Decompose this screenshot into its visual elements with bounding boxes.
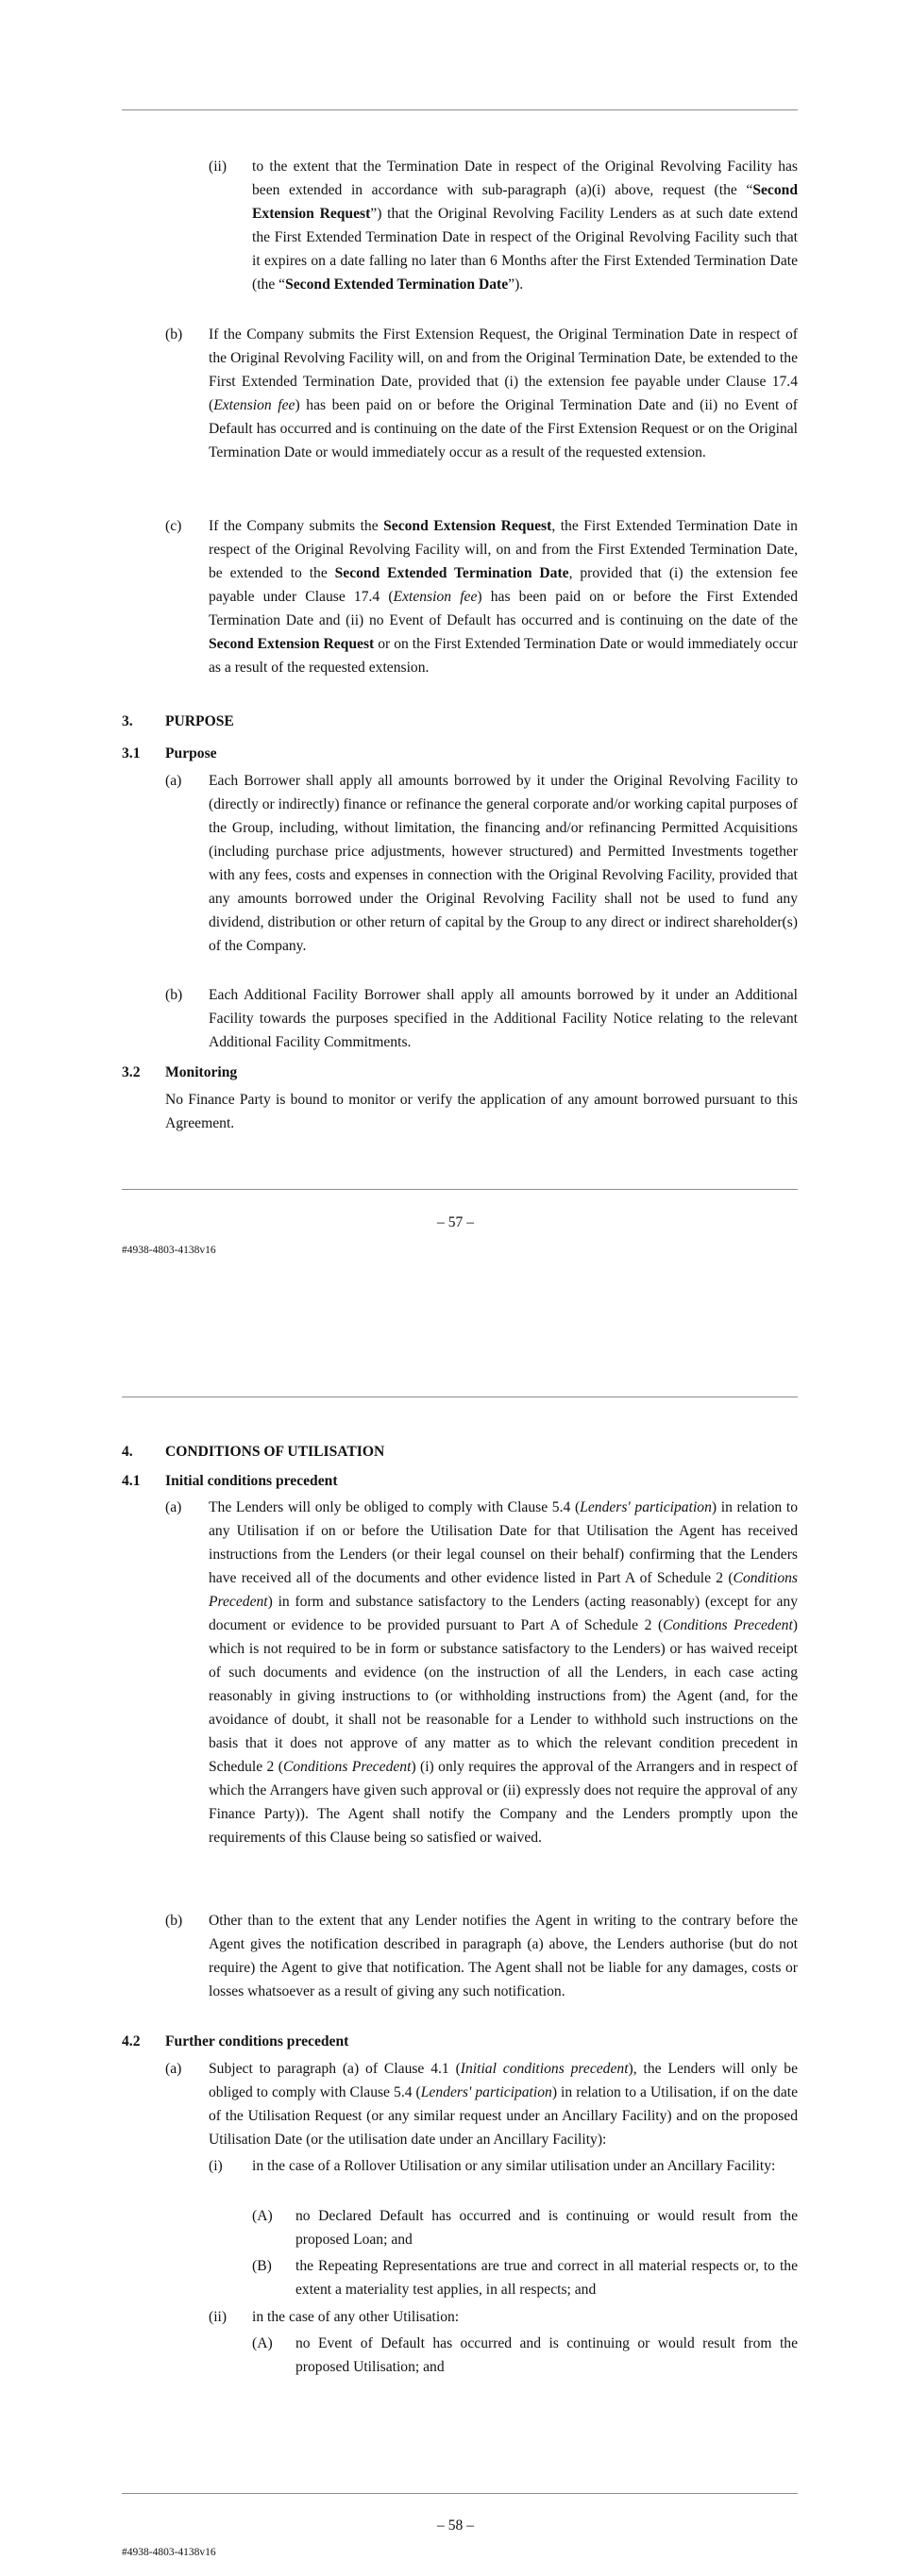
section-4-1-a xyxy=(209,1496,798,1849)
section-4-1-b xyxy=(209,1909,798,2003)
section-3-1-b-label: (b) xyxy=(165,987,183,1003)
section-3-2-title: Monitoring xyxy=(165,1064,238,1080)
section-4-1-b-label: (b) xyxy=(165,1913,183,1929)
section-4-2-a-i-B-text: the Repeating Representations are true and correct in all material respects or, to the extent a materiality test applies, in all respects; and xyxy=(295,2258,798,2298)
paragraph-b-label: (b) xyxy=(165,326,183,343)
section-3-1-b-text: Each Additional Facility Borrower shall apply all amounts borrowed by it under an Additional Facility towards the purposes specified in the Additional Facility Notice relating to the relevant Additional Facility Commitments. xyxy=(209,987,798,1050)
section-4-2-a-i-label: (i) xyxy=(209,2158,223,2174)
document-id: #4938-4803-4138v16 xyxy=(122,2547,216,2558)
section-4-2-a-i-B-label: (B) xyxy=(252,2258,272,2274)
paragraph-c-text: If the Company submits the Second Extension Request, the First Extended Termination Date in respect of the Original Revolving Facility will, on and from the First Extended Termination Date, be extended to the Second Extended Termination Date, provided that (i) the extension fee payable under Clause 17.4 (Extension fee) has been paid on or before the First Extended Termination Date and (ii) no Event of Default has occurred and is continuing on the date of the Second Extension Request or on the First Extended Termination Date or would immediately occur as a result of the requested extension. xyxy=(209,518,798,676)
section-4-1-a-text: The Lenders will only be obliged to comply with Clause 5.4 (Lenders' participation) in relation to any Utilisation if on or before the Utilisation Date for that Utilisation the Agent has received instructions from the Lenders (or their legal counsel on their behalf) confirming that the Lenders have received all of the documents and other evidence listed in Part A of Schedule 2 (Conditions Precedent) in form and substance satisfactory to the Lenders (acting reasonably) (except for any document or evidence to be provided pursuant to Part A of Schedule 2 (Conditions Precedent) which is not required to be in form or substance satisfactory to the Lenders) or has waived receipt of such documents and evidence (on the instruction of all the Lenders, in each case acting reasonably in giving instructions to (or withholding instructions from) the Agent (and, for the avoidance of doubt, it shall not be reasonable for a Lender to withhold such instructions on the basis that it does not approve of any matter as to which the relevant condition precedent in Schedule 2 (Conditions Precedent) (i) only requires the approval of the Arrangers and in respect of which the Arrangers have given such approval or (ii) expressly does not require the approval of any Finance Party)). The Agent shall notify the Company and the Lenders promptly upon the requirements of this Clause being so satisfied or waived. xyxy=(209,1499,798,1846)
section-4-title: CONDITIONS OF UTILISATION xyxy=(165,1444,385,1460)
section-4-2-a-ii-A xyxy=(295,2332,798,2379)
section-4-2-a-label: (a) xyxy=(165,2061,182,2077)
section-4-2-a-ii-A-text: no Event of Default has occurred and is continuing or would result from the proposed Utilisation; and xyxy=(295,2335,798,2375)
subparagraph-ii-label: (ii) xyxy=(209,159,228,175)
bottom-rule xyxy=(122,2493,798,2494)
section-3-2-text: No Finance Party is bound to monitor or verify the application of any amount borrowed pursuant to this Agreement. xyxy=(165,1092,798,1131)
section-4-2-a-i xyxy=(252,2154,798,2178)
section-4-2-number: 4.2 xyxy=(122,2033,141,2049)
document-id: #4938-4803-4138v16 xyxy=(122,1245,216,1256)
page-number: – 57 – xyxy=(437,1214,474,1230)
section-4-2-a xyxy=(209,2057,798,2151)
section-3-1-a-label: (a) xyxy=(165,773,182,789)
section-4-1-title: Initial conditions precedent xyxy=(165,1473,338,1489)
section-4-1-a-label: (a) xyxy=(165,1499,182,1515)
section-4-1-number: 4.1 xyxy=(122,1473,141,1489)
section-4-1-b-text: Other than to the extent that any Lender notifies the Agent in writing to the contrary before the Agent gives the notification described in paragraph (a) above, the Lenders authorise (but do not require) the Agent to give that notification. The Agent shall not be liable for any damages, costs or losses whatsoever as a result of giving any such notification. xyxy=(209,1913,798,1999)
section-3-1-title: Purpose xyxy=(165,745,217,761)
page-number: – 58 – xyxy=(437,2517,474,2534)
section-4-2-a-i-A-text: no Declared Default has occurred and is continuing or would result from the proposed Loan; and xyxy=(295,2208,798,2248)
section-4-2-title: Further conditions precedent xyxy=(165,2033,349,2049)
paragraph-b-text: If the Company submits the First Extension Request, the Original Termination Date in respect of the Original Revolving Facility will, on and from the Original Termination Date, be extended to the First Extended Termination Date, provided that (i) the extension fee payable under Clause 17.4 (Extension fee) has been paid on or before the Original Termination Date and (ii) no Event of Default has occurred and is continuing on the date of the First Extension Request or on the Original Termination Date or would immediately occur as a result of the requested extension. xyxy=(209,326,798,460)
section-4-2-a-i-A xyxy=(295,2204,798,2251)
paragraph-c-label: (c) xyxy=(165,518,182,534)
section-3-title: PURPOSE xyxy=(165,713,234,729)
section-4-2-a-ii xyxy=(252,2305,798,2329)
subparagraph-ii-text: to the extent that the Termination Date in respect of the Original Revolving Facility has been extended in accordance with sub-paragraph (a)(i) above, request (the “Second Extension Request”) that the Original Revolving Facility Lenders as at such date extend the First Extended Termination Date in respect of the Original Revolving Facility such that it expires on a date falling no later than 6 Months after the First Extended Termination Date (the “Second Extended Termination Date”). xyxy=(252,159,798,293)
section-4-2-a-ii-label: (ii) xyxy=(209,2309,228,2325)
section-4-2-a-i-text: in the case of a Rollover Utilisation or any similar utilisation under an Ancillary Facility: xyxy=(252,2158,776,2174)
section-4-2-a-ii-text: in the case of any other Utilisation: xyxy=(252,2309,460,2325)
section-4-number: 4. xyxy=(122,1444,133,1460)
section-3-1-number: 3.1 xyxy=(122,745,141,761)
section-4-2-a-ii-A-label: (A) xyxy=(252,2335,273,2351)
section-4-2-a-i-B xyxy=(295,2254,798,2301)
section-3-1-a-text: Each Borrower shall apply all amounts borrowed by it under the Original Revolving Facility to (directly or indirectly) finance or refinance the general corporate and/or working capital purposes of the Group, including, without limitation, the financing and/or refinancing Permitted Acquisitions (including purchase price adjustments, however structured) and Permitted Investments together with any fees, costs and expenses in connection with the Original Revolving Facility, provided that any amounts borrowed under the Original Revolving Facility shall not be used to fund any dividend, distribution or other return of capital by the Group to any direct or indirect shareholder(s) of the Company. xyxy=(209,773,798,954)
section-4-2-a-i-A-label: (A) xyxy=(252,2208,273,2224)
section-3-2-number: 3.2 xyxy=(122,1064,141,1080)
section-3-number: 3. xyxy=(122,713,133,729)
section-4-2-a-text: Subject to paragraph (a) of Clause 4.1 (Initial conditions precedent), the Lenders will only be obliged to comply with Clause 5.4 (Lenders' participation) in relation to a Utilisation, if on the date of the Utilisation Request (or any similar request under an Ancillary Facility) and on the proposed Utilisation Date (or the utilisation date under an Ancillary Facility): xyxy=(209,2061,799,2148)
